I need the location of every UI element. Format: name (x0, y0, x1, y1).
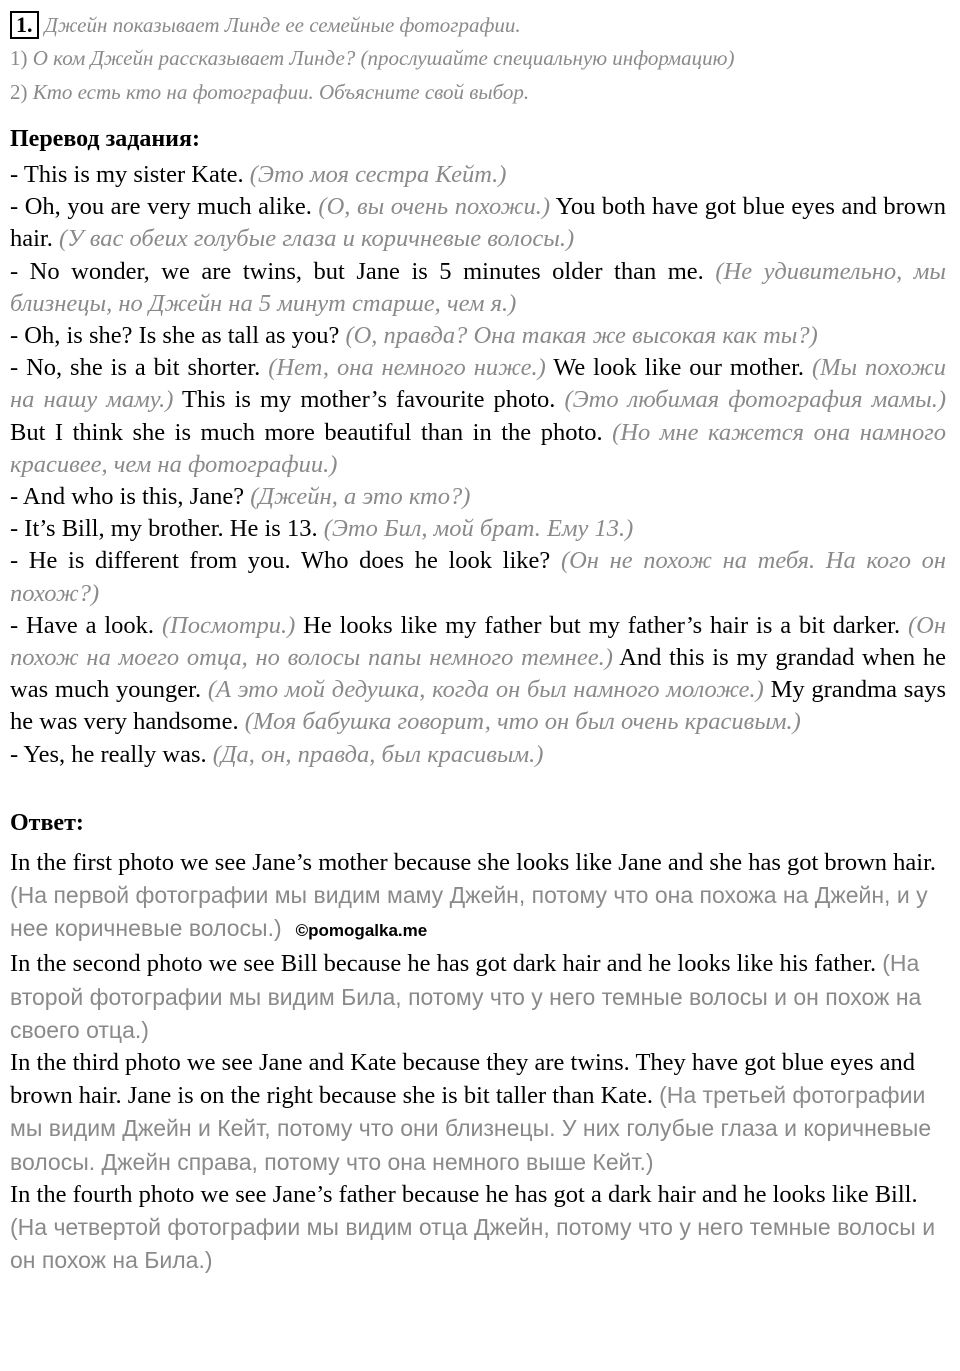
dialogue-en: And this is my grandad when he was much younger. (10, 644, 946, 704)
answer-paragraph (10, 1047, 946, 1179)
translation-heading: Перевод задания: (10, 126, 200, 152)
task-question-1-number: 1) (10, 46, 28, 70)
dialogue-en: - Have a look. (10, 611, 162, 639)
dialogue-ru: (Посмотри.) (161, 611, 296, 639)
task-question-2-text: Кто есть кто на фотографии. Объясните свой выбор. (27, 80, 530, 104)
answer-en: In the first photo we see Jane’s mother because she looks like Jane and she has got brown hair. (10, 848, 936, 876)
answer-ru: (На второй фотографии мы видим Била, потому что у него темные волосы и он похож на своего отца.) (10, 950, 922, 1043)
answer-ru: (На четвертой фотографии мы видим отца Джейн, потому что у него темные волосы и он похож на Била.) (10, 1214, 936, 1274)
dialogue-line (10, 191, 946, 255)
dialogue-en: - This is my sister Kate. (10, 161, 250, 188)
dialogue-line (10, 513, 946, 545)
dialogue-ru: (О, вы очень похожи.) (318, 193, 550, 221)
dialogue-en: - No, she is a bit shorter. (10, 354, 269, 382)
dialogue-en: This is my mother’s favourite photo. (173, 386, 565, 414)
dialogue-en: - Oh, you are very much alike. (10, 193, 319, 221)
answer-ru: (На первой фотографии мы видим маму Джейн, потому что она похожа на Джейн, и у нее коричневые волосы.) (10, 882, 928, 942)
answer-heading: Ответ: (10, 809, 84, 836)
answer-en: In the fourth photo we see Jane’s father because he has got a dark hair and he looks like Bill. (10, 1180, 918, 1208)
dialogue-en: - No wonder, we are twins, but Jane is 5 minutes older than me. (10, 257, 716, 285)
dialogue-ru: (А это мой дедушка, когда он был намного моложе.) (207, 676, 764, 704)
task-title-line (10, 10, 946, 41)
dialogue-line (10, 545, 946, 609)
task-number: 1. (10, 11, 39, 39)
dialogue-ru: (О, правда? Она такая же высокая как ты?) (345, 322, 818, 350)
dialogue-line (10, 256, 946, 320)
dialogue-en: We look like our mother. (545, 354, 812, 382)
dialogue-ru: (Мы похожи на нашу маму.) (10, 354, 947, 414)
dialogue-ru: (Это любимая фотография мамы.) (564, 386, 946, 414)
answer-en: In the third photo we see Jane and Kate because they are twins. They have got blue eyes and brown hair. Jane is on the right because she is bit taller than Kate. (10, 1049, 916, 1110)
dialogue-en: - Oh, is she? Is she as tall as you? (10, 322, 346, 350)
dialogue-en: - It’s Bill, my brother. He is 13. (10, 515, 324, 543)
answer-paragraph (10, 1179, 946, 1278)
dialogue-en: - He is different from you. Who does he look like? (10, 547, 561, 575)
dialogue-line (10, 159, 946, 191)
dialogue-line (10, 481, 946, 513)
watermark: ©pomogalka.me (295, 921, 428, 941)
dialogue-en: My grandma says he was very handsome. (10, 676, 946, 736)
dialogue-ru: (Это Бил, мой брат. Ему 13.) (323, 515, 634, 543)
task-question-1-text: О ком Джейн рассказывает Линде? (прослушайте специальную информацию) (27, 46, 735, 70)
task-question-1 (10, 41, 946, 75)
dialogue-line (10, 739, 946, 771)
dialogue-ru: (Не удивительно, мы близнецы, но Джейн на 5 минут старше, чем я.) (10, 257, 946, 317)
dialogue-en: - And who is this, Jane? (10, 483, 251, 511)
dialogue-en: But I think she is much more beautiful than in the photo. (10, 418, 613, 446)
answers (10, 847, 946, 1278)
dialogue-line (10, 320, 946, 352)
dialogue-ru: (У вас обеих голубые глаза и коричневые волосы.) (59, 225, 575, 253)
answer-en: In the second photo we see Bill because he has got dark hair and he looks like his father. (10, 950, 883, 978)
dialogue-line (10, 610, 946, 739)
dialogue-ru: (Это моя сестра Кейт.) (249, 161, 507, 188)
dialogue-ru: (Джейн, а это кто?) (250, 483, 471, 511)
dialogue-ru: (Да, он, правда, был красивым.) (212, 740, 544, 768)
spacer (10, 771, 946, 807)
dialogue-ru: (Но мне кажется она намного красивее, чем на фотографии.) (10, 418, 946, 478)
dialogue-ru: (Моя бабушка говорит, что он был очень красивым.) (244, 708, 801, 736)
dialogue-line (10, 352, 946, 481)
task-question-2-number: 2) (10, 80, 28, 104)
page (10, 10, 946, 1278)
answer-paragraph (10, 947, 946, 1047)
dialogue-ru: (Он не похож на тебя. На кого он похож?) (10, 547, 946, 607)
dialogue-ru: (Нет, она немного ниже.) (268, 354, 546, 382)
dialogue-en: - Yes, he really was. (10, 740, 213, 768)
dialogue-ru: (Он похож на моего отца, но волосы папы немного темнее.) (10, 611, 946, 672)
task-question-2 (10, 75, 946, 109)
answer-ru: (На третьей фотографии мы видим Джейн и Кейт, потому что они близнецы. У них голубые глаза и коричневые волосы. Джейн справа, потому что она немного выше Кейт.) (10, 1082, 932, 1175)
dialogue (10, 159, 946, 771)
task-title: Джейн показывает Линде ее семейные фотографии. (44, 13, 521, 37)
dialogue-en: He looks like my father but my father’s hair is a bit darker. (295, 611, 908, 639)
answer-paragraph (10, 847, 946, 948)
dialogue-en: You both have got blue eyes and brown hair. (10, 193, 946, 253)
